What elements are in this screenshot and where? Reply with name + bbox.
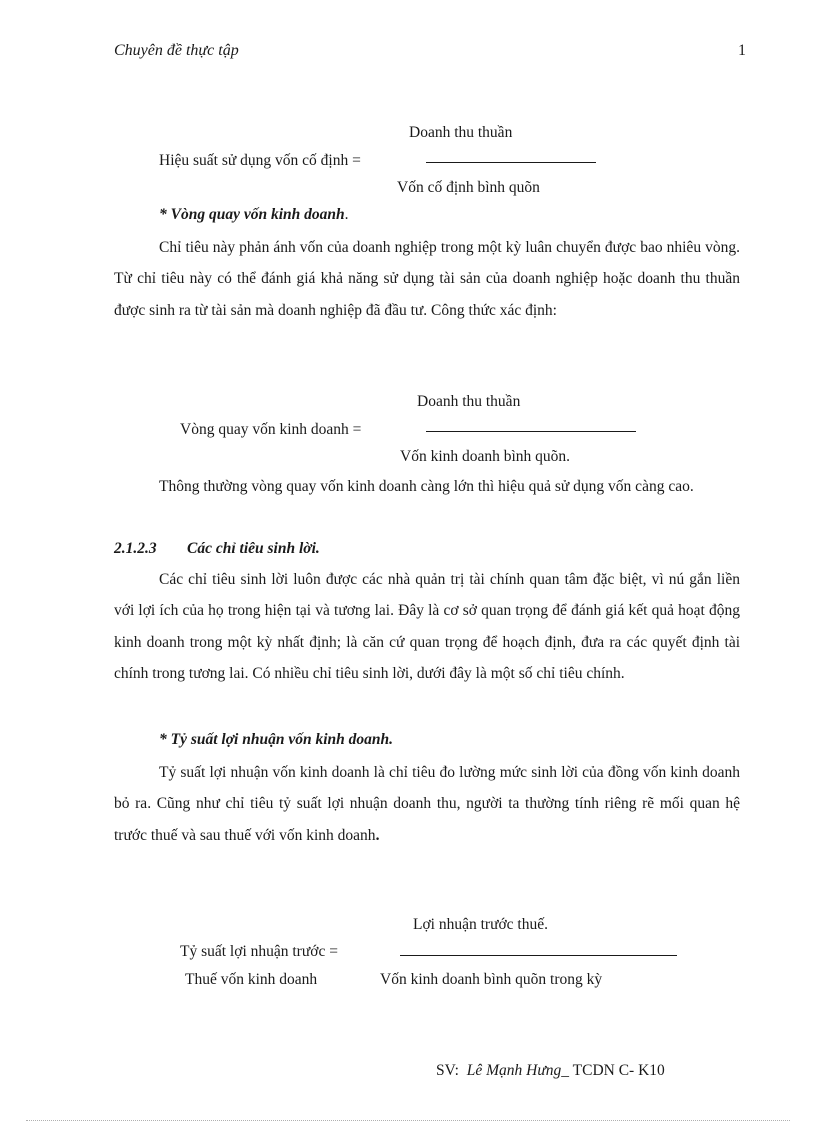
footer <box>436 1062 665 1080</box>
section-2123-paragraph: Các chỉ tiêu sinh lời luôn được các nhà quản trị tài chính quan tâm đặc biệt, vì nú gắn liền với lợi ích của họ trong hiện tại và tương lai. Đây là cơ sở quan trọng để đánh giá kết quả hoạt động kinh doanh trong một kỳ nhất định; là căn cứ quan trọng để hoạch định, đưa ra các quyết định tài chính trong tương lai. Có nhiều chỉ tiêu sinh lời, dưới đây là một số chỉ tiêu chính. <box>114 571 740 682</box>
formula3-denominator: Vốn kinh doanh bình quõn trong kỳ <box>380 971 603 988</box>
ty-suat-paragraph-end: . <box>375 826 380 844</box>
ty-suat-paragraph <box>114 757 740 851</box>
formula1-numerator: Doanh thu thuần <box>409 124 513 141</box>
footer-prefix: SV: <box>436 1062 459 1079</box>
vong-quay-heading-suffix: . <box>344 206 349 223</box>
formula3-fraction-line <box>400 955 677 956</box>
footer-student-name: Lê Mạnh Hưng <box>466 1062 562 1079</box>
formula2-fraction-line <box>426 431 636 432</box>
vong-quay-paragraph: Chỉ tiêu này phản ánh vốn của doanh nghiệp trong một kỳ luân chuyển được bao nhiêu vòng. Từ chỉ tiêu này có thể đánh giá khả năng sử dụng tài sản của doanh nghiệp hoặc doanh thu thuần được sinh ra từ tài sản mà doanh nghiệp đã đầu tư. Công thức xác định: <box>114 239 740 319</box>
section-vong-quay-heading <box>159 206 349 224</box>
header-title: Chuyên đề thực tập <box>114 42 239 59</box>
formula3-label-line2: Thuế vốn kinh doanh <box>185 971 318 988</box>
formula3-label-line1: Tỷ suất lợi nhuận trước = <box>180 943 338 960</box>
formula2-label: Vòng quay vốn kinh doanh = <box>180 421 362 438</box>
formula1-label: Hiệu suất sử dụng vốn cố định = <box>159 152 361 169</box>
ty-suat-paragraph-text: Tỷ suất lợi nhuận vốn kinh doanh là chỉ tiêu đo lường mức sinh lời của đồng vốn kinh doanh bỏ ra. Cũng như chỉ tiêu tỷ suất lợi nhuận doanh thu, người ta thường tính riêng rẽ mối quan hệ trước thuế và sau thuế với vốn kinh doanh <box>114 764 740 844</box>
section-2123-number: 2.1.2.3 <box>114 540 157 557</box>
section-ty-suat-heading: * Tỷ suất lợi nhuận vốn kinh doanh. <box>159 731 394 748</box>
formula3-numerator: Lợi nhuận trước thuế. <box>413 916 548 933</box>
formula2-numerator: Doanh thu thuần <box>417 393 521 410</box>
thong-thuong-paragraph: Thông thường vòng quay vốn kinh doanh càng lớn thì hiệu quả sử dụng vốn càng cao. <box>159 478 694 495</box>
page-number: 1 <box>738 42 746 59</box>
formula2-denominator: Vốn kinh doanh bình quõn. <box>400 448 571 465</box>
formula1-fraction-line <box>426 162 596 163</box>
section-2123-title: Các chỉ tiêu sinh lời. <box>187 540 320 557</box>
footer-suffix: _ TCDN C- K10 <box>561 1062 665 1079</box>
footer-dotted-rule <box>26 1120 790 1121</box>
vong-quay-heading-text: * Vòng quay vốn kinh doanh <box>159 206 345 223</box>
formula1-denominator: Vốn cố định bình quõn <box>397 179 540 196</box>
